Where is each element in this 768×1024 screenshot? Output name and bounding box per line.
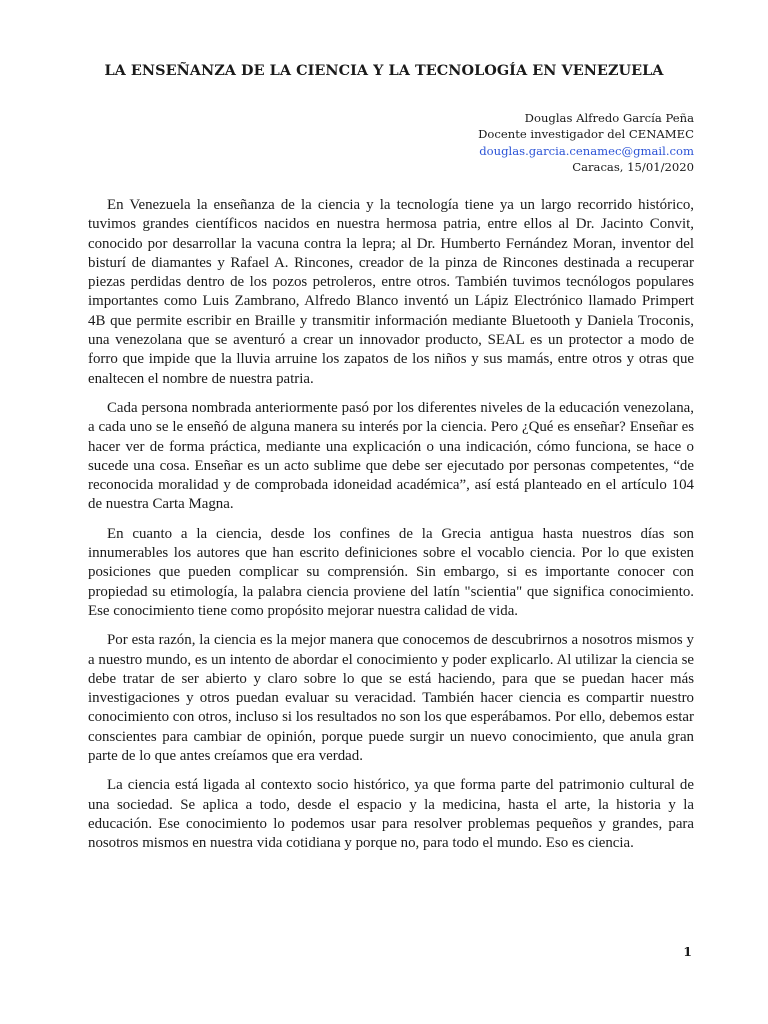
paragraph: Por esta razón, la ciencia es la mejor manera que conocemos de descubrirnos a nosotros mismos y a nuestro mundo, es un intento de abordar el conocimiento y poder explicarlo. Al utilizar la ciencia se debe tratar de ser abierto y claro sobre lo que se está haciendo, para que se puedan hacer más investigaciones y otros puedan evaluar su veracidad. También hacer ciencia es compartir nuestro conocimiento con otros, incluso si los resultados no son los que esperábamos. Por ello, debemos estar conscientes para cambiar de opinión, porque puede surgir un nuevo conocimiento, que anula gran parte de lo que antes creíamos que era verdad. — [88, 632, 694, 765]
paragraph: En cuanto a la ciencia, desde los confines de la Grecia antigua hasta nuestros días son innumerables los autores que han escrito definiciones sobre el vocablo ciencia. Por lo que existen posiciones que pueden complicar su comprensión. Sin embargo, si es importante conocer con propiedad su etimología, la palabra ciencia proviene del latín "scientia" que significa conocimiento. Ese conocimiento tiene como propósito mejorar nuestra calidad de vida. — [88, 525, 694, 619]
author-place-date: Caracas, 15/01/2020 — [572, 159, 694, 174]
author-name: Douglas Alfredo García Peña — [524, 111, 694, 125]
paragraph: En Venezuela la enseñanza de la ciencia y la tecnología tiene ya un largo recorrido histórico, tuvimos grandes científicos nacidos en nuestra hermosa patria, entre ellos al Dr. Jacinto Convit, conocido por desarrollar la vacuna contra la lepra; al Dr. Humberto Fernández Moran, inventor del bisturí de diamantes y Rafael A. Rincones, creador de la pinza de Rincones destinada a recuperar piezas perdidas dentro de los pozos petroleros, entre otros. También tuvimos tecnólogos populares importantes como Luis Zambrano, Alfredo Blanco inventó un Lápiz Electrónico llamado Primpert 4B que permite escribir en Braille y transmitir información mediante Bluetooth y Daniela Troconis, una venezolana que se aventuró a crear un innovador producto, SEAL es un protector a modo de forro que impide que la lluvia arruine los zapatos de los niños y sus mamás, entre otros y otras que enaltecen el nombre de nuestra patria. — [88, 197, 694, 387]
author-role: Docente investigador del CENAMEC — [478, 127, 694, 142]
page-number: 1 — [683, 944, 692, 959]
paragraph: La ciencia está ligada al contexto socio histórico, ya que forma parte del patrimonio cultural de una sociedad. Se aplica a todo, desde el espacio y la medicina, hasta el arte, la historia y la educación. Ese conocimiento lo podemos usar para resolver problemas pequeños y grandes, para nosotros mismos en nuestra vida cotidiana y porque no, para todo el mundo. Eso es ciencia. — [88, 777, 694, 852]
document-body — [88, 196, 694, 864]
paragraph: Cada persona nombrada anteriormente pasó por los diferentes niveles de la educación venezolana, a cada uno se le enseñó de alguna manera su interés por la ciencia. Pero ¿Qué es enseñar? Enseñar es hacer ver de forma práctica, mediante una explicación o una indicación, cómo funciona, se hace o sucede una cosa. Enseñar es un acto sublime que debe ser ejecutado por personas competentes, “de reconocida moralidad y de comprobada idoneidad académica”, así está planteado en el artículo 104 de nuestra Carta Magna. — [88, 399, 694, 513]
author-block — [478, 110, 694, 175]
document-title: LA ENSEÑANZA DE LA CIENCIA Y LA TECNOLOGÍA EN VENEZUELA — [104, 62, 664, 79]
author-email-link[interactable]: douglas.garcia.cenamec@gmail.com — [479, 143, 694, 158]
